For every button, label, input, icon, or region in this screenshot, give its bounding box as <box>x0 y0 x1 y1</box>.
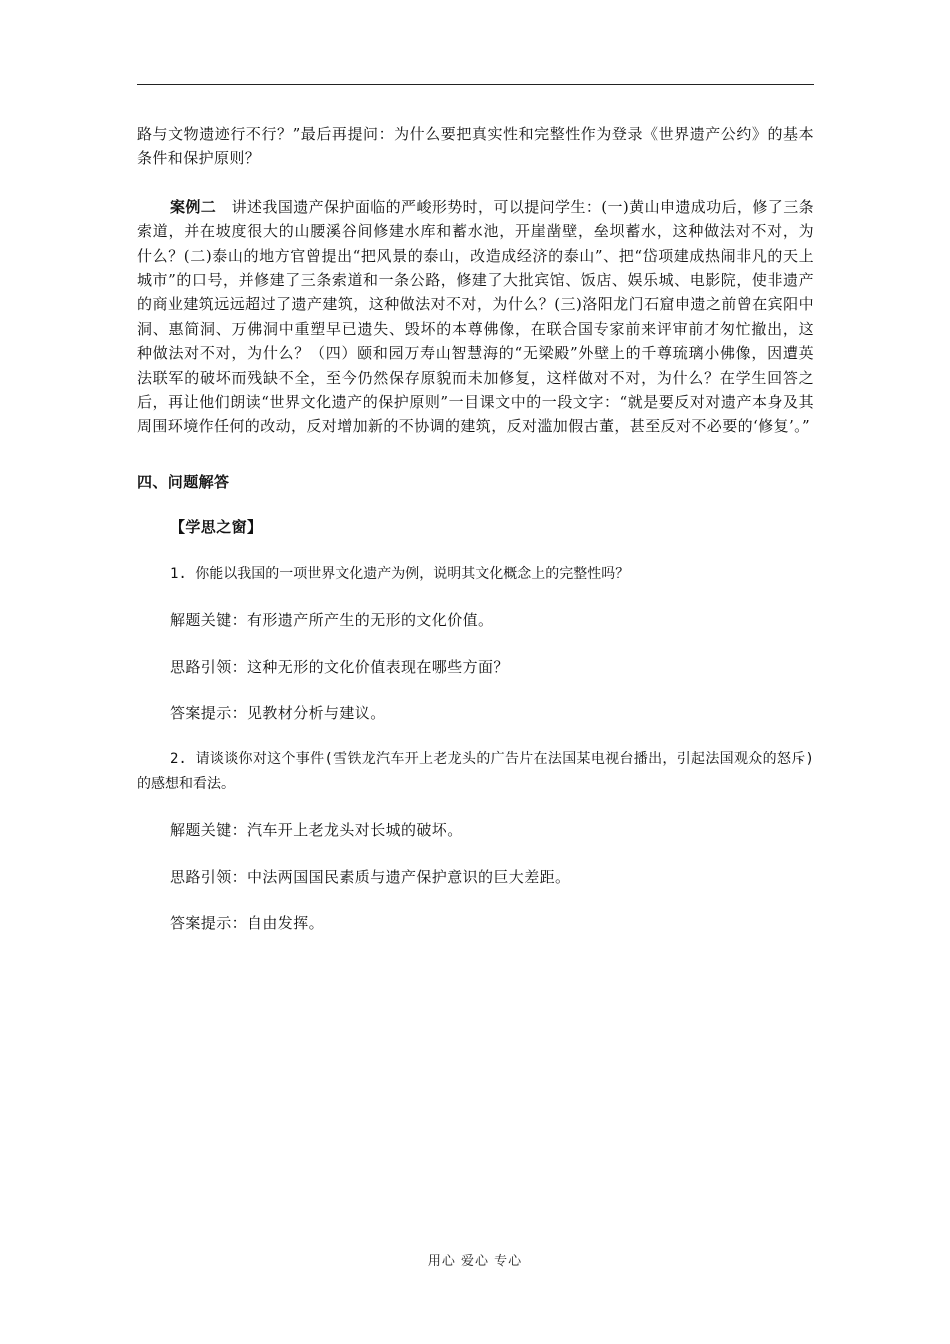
page-footer: 用心 爱心 专心 <box>427 1254 523 1269</box>
case-two-text: 讲述我国遗产保护面临的严峻形势时，可以提问学生：(一)黄山申遗成功后，修了三条索道，并在坡度很大的山腰溪谷间修建水库和蓄水池，开崖凿壁，垒坝蓄水，这种做法对不对，为什么？(二)泰山的地方官曾提出“把风景的泰山，改造成经济的泰山”、把“岱项建成热闹非凡的天上城市”的口号，并修建了三条索道和一条公路，修建了大批宾馆、饭店、娱乐城、电影院，使非遗产的商业建筑远远超过了遗产建筑，这种做法对不对，为什么？(三)洛阳龙门石窟申遗之前曾在宾阳中洞、惠简洞、万佛洞中重塑早已遗失、毁坏的本尊佛像，在联合国专家前来评审前才匆忙撤出，这种做法对不对，为什么？（四）颐和园万寿山智慧海的“无梁殿”外壁上的千尊琉璃小佛像，因遭英法联军的破坏而残缺不全，至今仍然保存原貌而未加修复，这样做对不对，为什么？在学生回答之后，再让他们朗读“世界文化遗产的保护原则”一目课文中的一段文字：“就是要反对对遗产本身及其周围环境作任何的改动，反对增加新的不协调的建筑，反对滥加假古董，甚至反对不必要的‘修复’。” <box>137 197 814 436</box>
question-1: 1. 你能以我国的一项世界文化遗产为例，说明其文化概念上的完整性吗？ <box>170 565 630 582</box>
question-2-guide: 思路引领：中法两国国民素质与遗产保护意识的巨大差距。 <box>170 867 571 886</box>
question-1-guide: 思路引领：这种无形的文化价值表现在哪些方面？ <box>170 657 509 676</box>
continuation-paragraph: 路与文物遗迹行不行？”最后再提问：为什么要把真实性和完整性作为登录《世界遗产公约》的基本条件和保护原则？ <box>137 125 814 168</box>
question-1-key: 解题关键：有形遗产所产生的无形的文化价值。 <box>170 611 494 630</box>
document-body <box>137 122 814 935</box>
subsection-heading: 【学思之窗】 <box>170 518 263 537</box>
question-2: 2. 请谈谈你对这个事件(雪铁龙汽车开上老龙头的广告片在法国某电视台播出，引起法国观众的怒斥)的感想和看法。 <box>137 751 814 792</box>
header-rule <box>137 84 814 85</box>
question-2-answer: 答案提示：自由发挥。 <box>170 913 325 932</box>
case-two-label: 案例二 <box>170 197 217 216</box>
section-heading: 四、问题解答 <box>137 472 230 491</box>
question-1-answer: 答案提示：见教材分析与建议。 <box>170 703 386 722</box>
case-two-paragraph <box>137 195 814 439</box>
question-2-key: 解题关键：汽车开上老龙头对长城的破坏。 <box>170 821 463 840</box>
